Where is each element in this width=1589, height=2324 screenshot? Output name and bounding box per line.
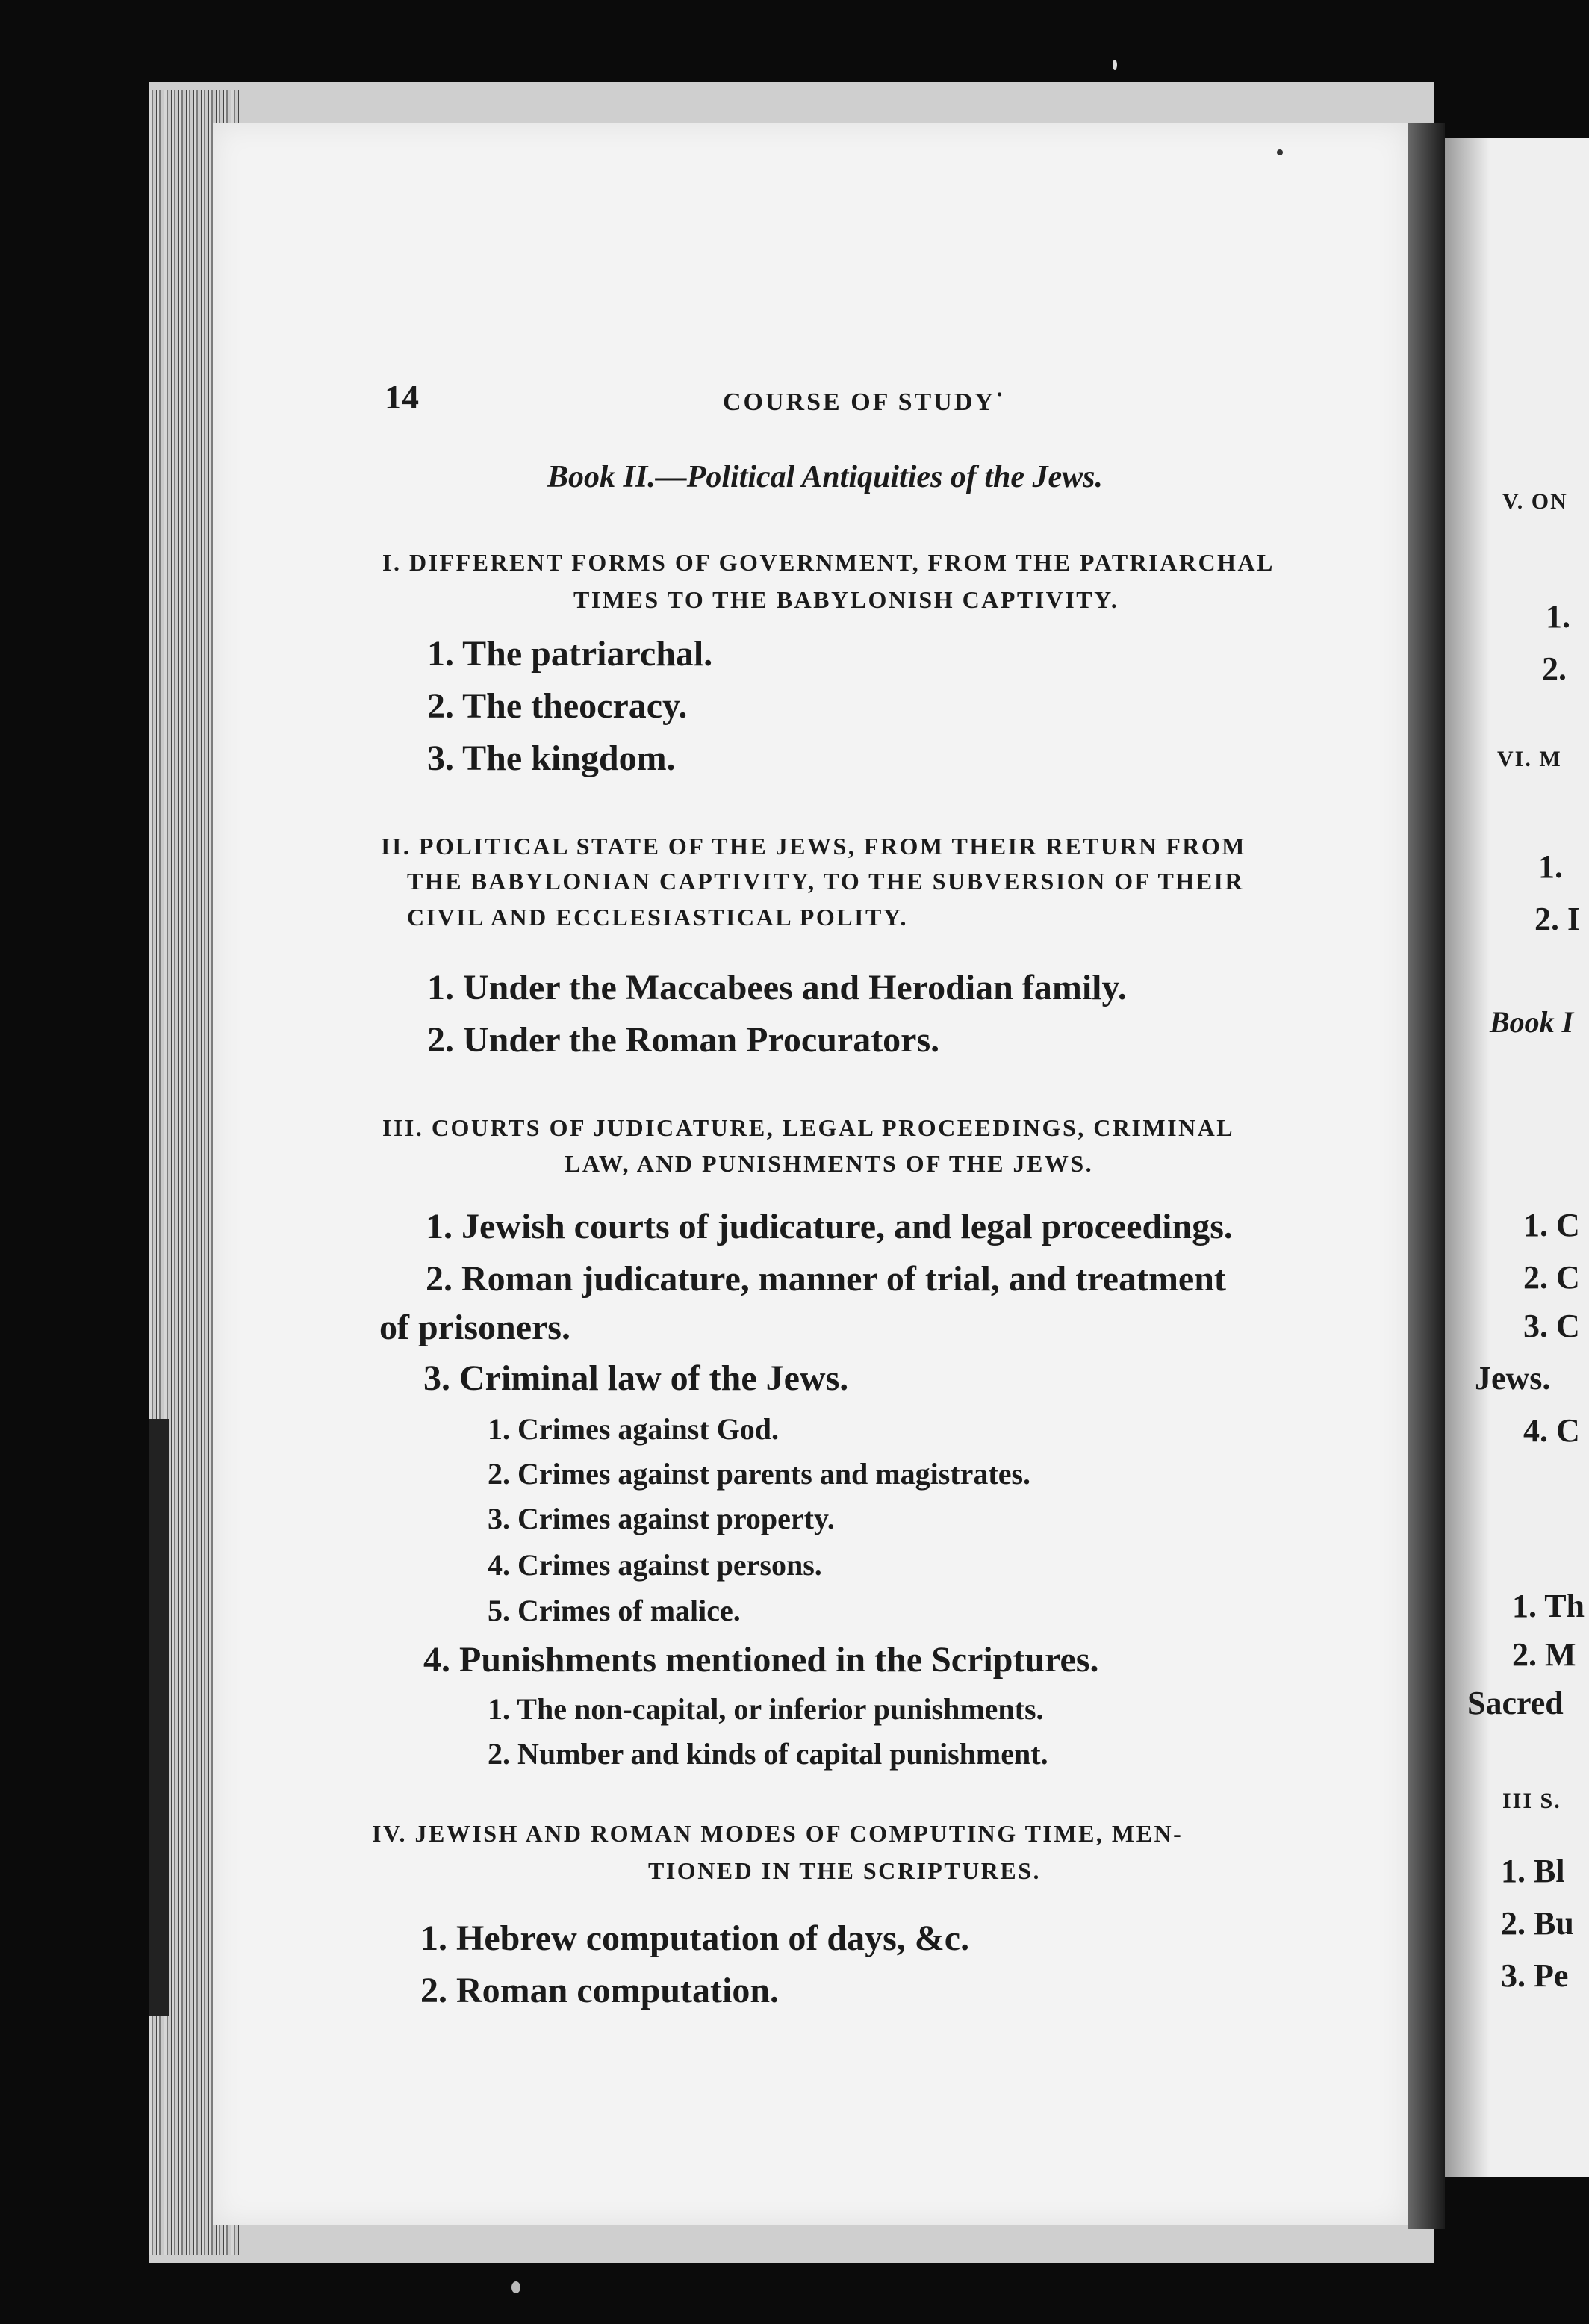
dust-speck: [1113, 60, 1117, 70]
section-3-subitem: 2. Crimes against parents and magistrates.: [488, 1457, 1031, 1491]
section-3-item: 2. Roman judicature, manner of trial, and treatment: [426, 1259, 1226, 1299]
section-3-heading-line1: III. COURTS OF JUDICATURE, LEGAL PROCEEDINGS, CRIMINAL: [382, 1114, 1235, 1141]
right-page-fragment: 2. C: [1523, 1259, 1580, 1296]
page-gutter-shadow: [1408, 123, 1445, 2229]
dust-speck: [511, 2281, 520, 2293]
section-1-heading-line2: TIMES TO THE BABYLONISH CAPTIVITY.: [573, 586, 1119, 613]
right-page-fragment: 2. Bu: [1501, 1905, 1574, 1942]
right-page-fragment: 1. Th: [1512, 1588, 1585, 1624]
section-3-subitem: 4. Crimes against persons.: [488, 1548, 822, 1582]
right-page-fragment: 1.: [1546, 598, 1570, 635]
book-title: Book II.—Political Antiquities of the Jews.: [547, 460, 1104, 494]
dust-speck: [1277, 149, 1283, 155]
section-3-subitem: 1. The non-capital, or inferior punishments.: [488, 1692, 1044, 1726]
right-page-fragment: 1.: [1538, 848, 1563, 885]
section-3-item: 3. Criminal law of the Jews.: [423, 1358, 849, 1398]
section-2-item: 2. Under the Roman Procurators.: [427, 1020, 940, 1060]
right-page-fragment: 1. Bl: [1501, 1853, 1565, 1889]
section-3-subitem: 1. Crimes against God.: [488, 1412, 779, 1446]
section-2-heading-line2: THE BABYLONIAN CAPTIVITY, TO THE SUBVERSION OF THEIR: [407, 868, 1245, 895]
right-page-fragment: 2.: [1542, 650, 1567, 687]
section-3-item-continued: of prisoners.: [379, 1308, 570, 1347]
section-3-subitem: 3. Crimes against property.: [488, 1502, 835, 1535]
section-3-item: 4. Punishments mentioned in the Scriptures.: [423, 1640, 1099, 1680]
section-1-item: 2. The theocracy.: [427, 686, 688, 726]
section-3-subitem: 2. Number and kinds of capital punishment.: [488, 1737, 1048, 1771]
running-head: COURSE OF STUDY˙: [723, 388, 1007, 416]
right-page-fragment: Book I: [1490, 1005, 1574, 1039]
section-1-heading-line1: I. DIFFERENT FORMS OF GOVERNMENT, FROM THE PATRIARCHAL: [382, 549, 1275, 576]
right-page-fragment: Sacred: [1467, 1685, 1564, 1721]
right-page-fragment: Jews.: [1475, 1360, 1551, 1396]
section-3-heading-line2: LAW, AND PUNISHMENTS OF THE JEWS.: [565, 1150, 1094, 1177]
right-page-shade: [1445, 138, 1490, 2177]
section-4-item: 2. Roman computation.: [420, 1971, 780, 2010]
page-number: 14: [385, 378, 419, 416]
right-page-fragment: VI. M: [1497, 747, 1562, 771]
section-2-heading-line1: II. POLITICAL STATE OF THE JEWS, FROM THEIR RETURN FROM: [381, 833, 1246, 860]
right-page-fragment: 3. Pe: [1501, 1957, 1569, 1994]
section-4-heading-line2: TIONED IN THE SCRIPTURES.: [648, 1857, 1042, 1884]
right-page-fragment: 2. M: [1512, 1636, 1576, 1673]
right-page-fragment: III S.: [1502, 1789, 1561, 1813]
section-4-heading-line1: IV. JEWISH AND ROMAN MODES OF COMPUTING TIME, MEN-: [372, 1820, 1184, 1847]
section-4-item: 1. Hebrew computation of days, &c.: [420, 1918, 970, 1958]
section-3-item: 1. Jewish courts of judicature, and legal proceedings.: [426, 1207, 1233, 1246]
section-1-item: 1. The patriarchal.: [427, 634, 713, 674]
right-page-fragment: 4. C: [1523, 1412, 1580, 1449]
right-page-fragment: 2. I: [1534, 901, 1581, 937]
right-page-fragment: 1. C: [1523, 1207, 1580, 1243]
right-page-fragment: 3. C: [1523, 1308, 1580, 1344]
binding-shadow: [149, 1419, 169, 2016]
section-2-item: 1. Under the Maccabees and Herodian family.: [427, 968, 1127, 1007]
right-page-fragment: V. ON: [1502, 489, 1568, 514]
section-3-subitem: 5. Crimes of malice.: [488, 1594, 741, 1627]
section-2-heading-line3: CIVIL AND ECCLESIASTICAL POLITY.: [407, 904, 909, 930]
section-1-item: 3. The kingdom.: [427, 739, 676, 778]
